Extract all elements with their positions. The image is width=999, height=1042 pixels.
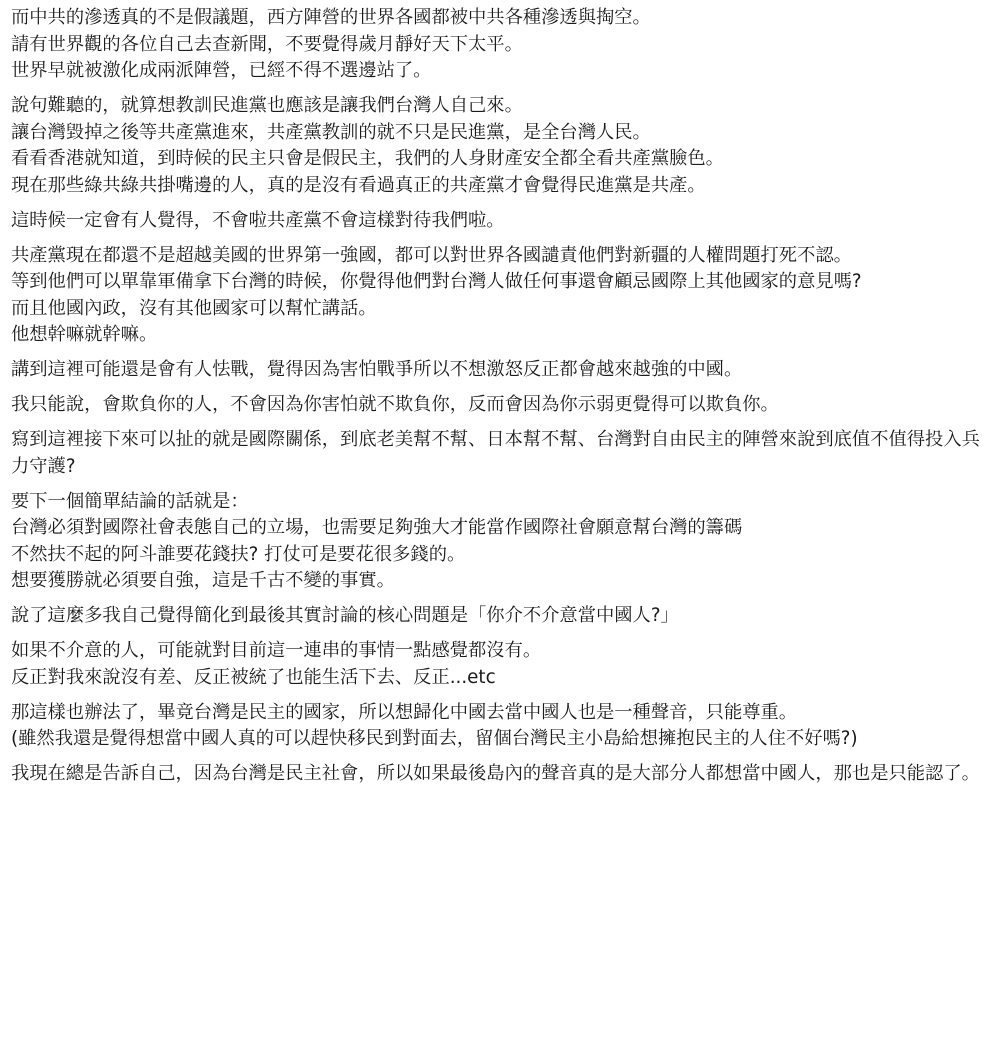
text-line: 台灣必須對國際社會表態自己的立場，也需要足夠強大才能當作國際社會願意幫台灣的籌碼 <box>11 517 743 538</box>
text-line: 現在那些綠共綠共掛嘴邊的人，真的是沒有看過真正的共產黨才會覺得民進黨是共產。 <box>11 174 706 196</box>
paragraph <box>11 700 987 753</box>
text-line: 講到這裡可能還是會有人怯戰，覺得因為害怕戰爭所以不想激怒反正都會越來越強的中國。 <box>11 359 743 380</box>
text-line: 想要獲勝就必須要自強，這是千古不變的事實。 <box>11 570 395 591</box>
text-line: 等到他們可以單靠軍備拿下台灣的時候，你覺得他們對台灣人做任何事還會顧忌國際上其他國家的意見嗎? <box>11 271 862 292</box>
text-line: 請有世界觀的各位自己去查新聞，不要覺得歲月靜好天下太平。 <box>11 33 523 55</box>
text-line: 他想幹嘛就幹嘛。 <box>11 324 158 345</box>
paragraph <box>11 427 987 480</box>
text-line: 說句難聽的，就算想教訓民進黨也應該是讓我們台灣人自己來。 <box>11 95 523 116</box>
text-line: 這時候一定會有人覺得，不會啦共產黨不會這樣對待我們啦。 <box>11 209 505 231</box>
paragraph <box>11 761 987 788</box>
text-line: 說了這麼多我自己覺得簡化到最後其實討論的核心問題是「你介不介意當中國人?」 <box>11 605 679 626</box>
text-line: 反正對我來說沒有差、反正被統了也能生活下去、反正...etc <box>11 666 496 688</box>
text-line: 要下一個簡單結論的話就是： <box>11 490 249 512</box>
paragraph <box>11 392 987 419</box>
text-line: 而中共的滲透真的不是假議題，西方陣營的世界各國都被中共各種滲透與掏空。 <box>11 7 651 28</box>
text-line: 那這樣也辦法了，畢竟台灣是民主的國家，所以想歸化中國去當中國人也是一種聲音，只能尊重。 <box>11 701 798 723</box>
text-line: 我只能說，會欺負你的人，不會因為你害怕就不欺負你，反而會因為你示弱更覺得可以欺負你。 <box>11 394 779 415</box>
text-line: 寫到這裡接下來可以扯的就是國際關係，到底老美幫不幫、日本幫不幫、台灣對自由民主的陣營來說到底值不值得投入兵力守護? <box>11 429 980 477</box>
text-line: 世界早就被激化成兩派陣營，已經不得不選邊站了。 <box>11 60 432 81</box>
paragraph <box>11 5 987 85</box>
text-line: 共產黨現在都還不是超越美國的世界第一強國，都可以對世界各國譴責他們對新疆的人權問題打死不認。 <box>11 244 852 266</box>
text-line: 而且他國內政，沒有其他國家可以幫忙講話。 <box>11 297 377 319</box>
paragraph <box>11 489 987 595</box>
paragraph <box>11 603 987 630</box>
paragraph <box>11 93 987 199</box>
paragraph <box>11 357 987 384</box>
text-line: (雖然我還是覺得想當中國人真的可以趕快移民到對面去，留個台灣民主小島給想擁抱民主的人住不好嗎?) <box>11 728 858 749</box>
paragraph <box>11 208 987 235</box>
text-line: 如果不介意的人，可能就對目前這一連串的事情一點感覺都沒有。 <box>11 640 542 661</box>
paragraph <box>11 243 987 349</box>
text-line: 我現在總是告訴自己，因為台灣是民主社會，所以如果最後島內的聲音真的是大部分人都想當中國人，那也是只能認了。 <box>11 763 980 784</box>
text-line: 看看香港就知道，到時候的民主只會是假民主，我們的人身財產安全都全看共產黨臉色。 <box>11 148 724 169</box>
text-line: 不然扶不起的阿斗誰要花錢扶? 打仗可是要花很多錢的。 <box>11 543 466 565</box>
paragraph <box>11 638 987 691</box>
text-line: 讓台灣毀掉之後等共產黨進來，共產黨教訓的就不只是民進黨，是全台灣人民。 <box>11 121 651 143</box>
